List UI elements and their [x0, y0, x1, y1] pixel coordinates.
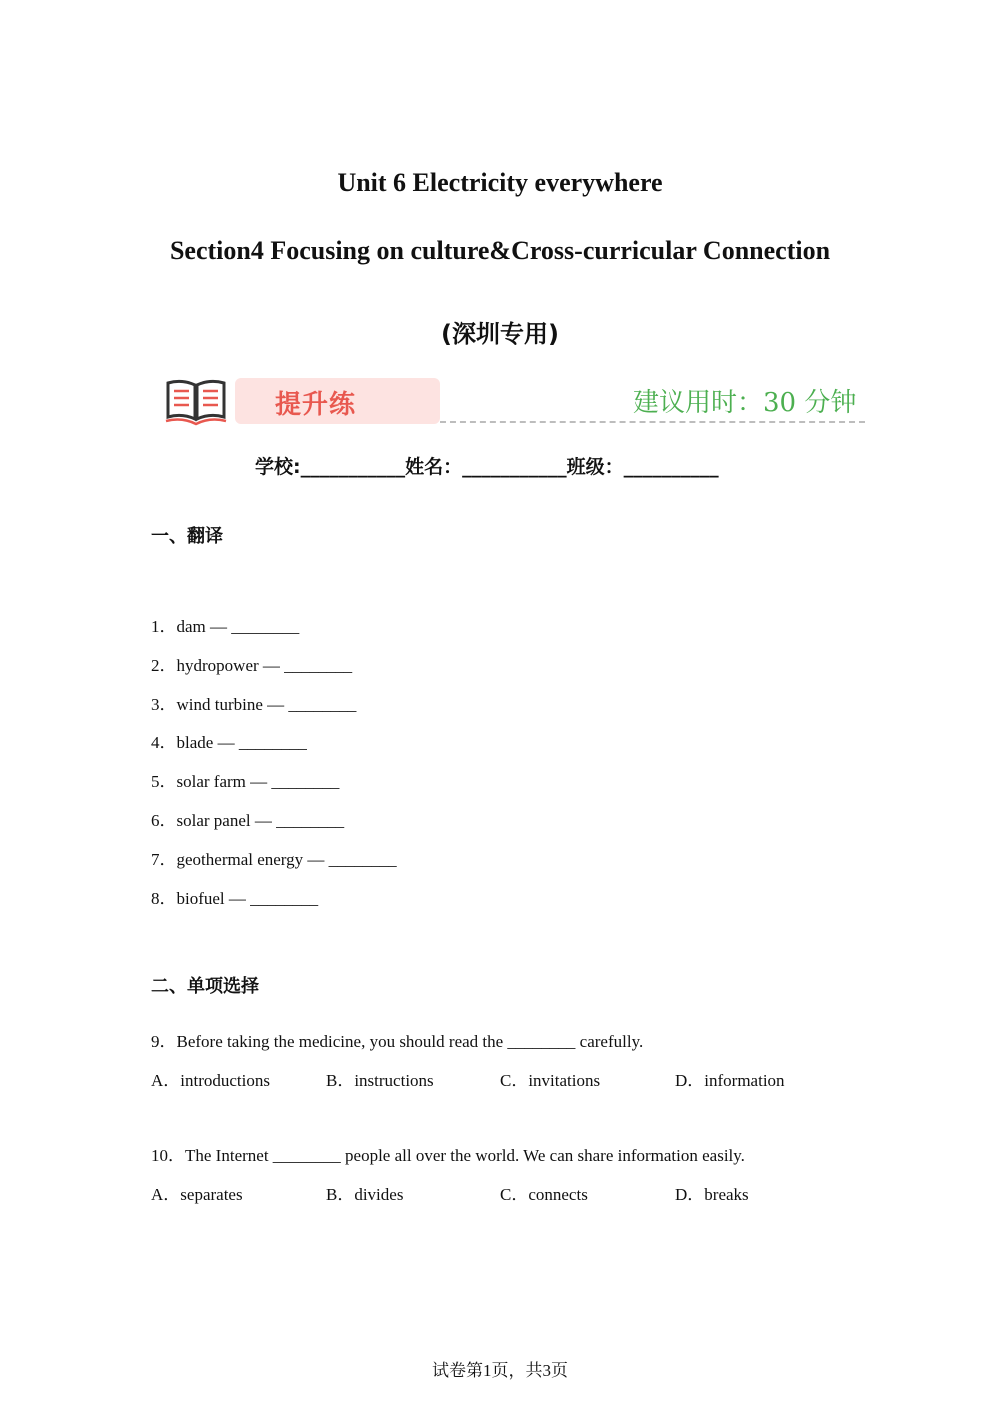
question-stem: 10．The Internet ________ people all over the world. We can share information easily.	[151, 1146, 745, 1165]
page-subtitle: Section4 Focusing on culture&Cross-curricular Connection	[169, 236, 831, 265]
option-c: C．connects	[500, 1185, 588, 1204]
section-translation-heading: 一、翻译	[151, 526, 223, 547]
practice-label-badge	[235, 378, 440, 424]
student-info-line: 学校:___________姓名：___________班级：__________	[255, 456, 719, 478]
page-title: Unit 6 Electricity everywhere	[337, 168, 663, 197]
question-stem: 9．Before taking the medicine, you should read the ________ carefully.	[151, 1032, 644, 1051]
banner-divider	[440, 421, 865, 423]
list-item: 7．geothermal energy — ________	[151, 850, 397, 869]
page-footer: 试卷第1页，共3页	[432, 1361, 568, 1380]
practice-label: 提升练	[275, 390, 357, 420]
list-item: 3．wind turbine — ________	[151, 695, 357, 714]
open-book-icon	[164, 373, 228, 427]
list-item: 4．blade — ________	[151, 733, 307, 752]
section-choice-heading: 二、单项选择	[151, 976, 259, 997]
option-b: B．divides	[326, 1185, 404, 1204]
list-item: 1．dam — ________	[151, 617, 300, 636]
option-a: A．introductions	[151, 1071, 270, 1090]
list-item: 5．solar farm — ________	[151, 772, 340, 791]
option-b: B．instructions	[326, 1071, 434, 1090]
option-a: A．separates	[151, 1185, 243, 1204]
option-d: D．breaks	[675, 1185, 749, 1204]
region-label: (深圳专用)	[441, 320, 559, 348]
option-c: C．invitations	[500, 1071, 601, 1090]
list-item: 2．hydropower — ________	[151, 656, 353, 675]
list-item: 8．biofuel — ________	[151, 889, 319, 908]
option-d: D．information	[675, 1071, 785, 1090]
suggested-time: 建议用时：30 分钟	[633, 388, 857, 418]
list-item: 6．solar panel — ________	[151, 811, 345, 830]
